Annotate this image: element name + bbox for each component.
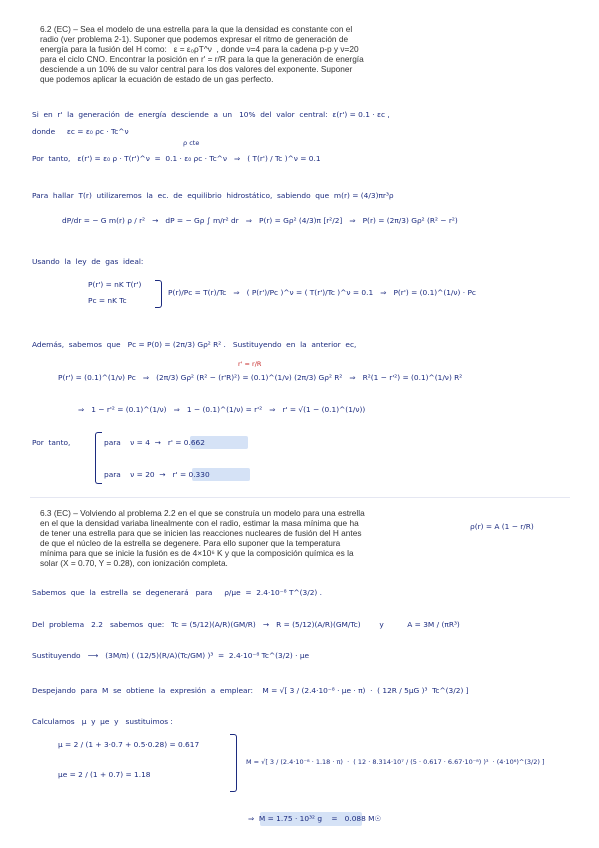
printed-line: de tener una estrella para que se inicien las reacciones nucleares de fusión del H antes (40, 528, 362, 538)
printed-line: que podemos aplicar la ecuación de estado de un gas perfecto. (40, 74, 274, 84)
handwritten-equation: P(r)/Pc = T(r)/Tc ⇒ ( P(r')/Pc )^ν = ( T(r')/Tc )^ν = 0.1 ⇒ P(r') = (0.1)^(1/ν) · Pc (168, 288, 476, 297)
printed-line: 6.3 (EC) – Volviendo al problema 2.2 en el que se construía un modelo para una estrella (40, 508, 365, 518)
printed-line: solar (X = 0.70, Y = 0.28), con ionización completa. (40, 558, 228, 568)
printed-line: mínima para que se inicie la fusión es de 4×10⁶ K y que la composición química es la (40, 548, 354, 558)
handwritten-line: Además, sabemos que Pc = P(0) = (2π/3) Gρ² R² . Sustituyendo en la anterior ec, (32, 340, 357, 349)
handwritten-equation: P(r') = nK T(r') (88, 280, 142, 289)
red-correction-note: r' = r/R (238, 360, 262, 368)
curly-brace (230, 734, 237, 792)
handwritten-line: Por tanto, (32, 438, 71, 447)
annotation-note: ρ cte (183, 139, 200, 147)
result-line: para ν = 4 → r' = 0.662 (104, 438, 205, 447)
handwritten-equation: Pc = nK Tc (88, 296, 127, 305)
handwritten-equation: μ = 2 / (1 + 3·0.7 + 0.5·0.28) = 0.617 (58, 740, 200, 749)
side-note: ρ(r) = A (1 − r/R) (470, 522, 534, 531)
printed-line: 6.2 (EC) – Sea el modelo de una estrella para la que la densidad es constante con el (40, 24, 353, 34)
handwritten-line: Sabemos que la estrella se degenerará para ρ/μe = 2.4·10⁻⁸ T^(3/2) . (32, 588, 323, 597)
handwritten-line: Sustituyendo ⟶ (3M/π) ( (12/5)(R/A)(Tc/GM) )³ = 2.4·10⁻⁸ Tc^(3/2) · μe (32, 651, 310, 660)
handwritten-line: Calculamos μ y μe y sustituimos : (32, 717, 173, 726)
handwritten-line: Usando la ley de gas ideal: (32, 257, 144, 266)
printed-line: en el que la densidad variaba linealmente con el radio, estimar la masa mínima que ha (40, 518, 359, 528)
handwritten-equation: μe = 2 / (1 + 0.7) = 1.18 (58, 770, 151, 779)
printed-line: energía para la fusión del H como: ε = ε₀ρT^ν , donde ν=4 para la cadena p-p y ν=20 (40, 44, 359, 54)
handwritten-line: Despejando para M se obtiene la expresión a emplear: M = √[ 3 / (2.4·10⁻⁸ · μe · π) · ( 12R / 5μG )³ Tc^(3/2) ] (32, 686, 469, 695)
handwritten-line: Por tanto, ε(r') = ε₀ ρ · T(r')^ν = 0.1 · ε₀ ρc · Tc^ν ⇒ ( T(r') / Tc )^ν = 0.1 (32, 154, 321, 163)
final-result: ⇒ M = 1.75 · 10³² g = 0.088 M☉ (248, 814, 382, 823)
section-divider (30, 497, 570, 498)
handwritten-equation: ⇒ 1 − r'² = (0.1)^(1/ν) ⇒ 1 − (0.1)^(1/ν) = r'² ⇒ r' = √(1 − (0.1)^(1/ν)) (78, 405, 366, 414)
result-line: para ν = 20 → r' = 0.330 (104, 470, 210, 479)
printed-line: para el ciclo CNO. Encontrar la posición en r' = r/R para la que la generación de energía (40, 54, 364, 64)
curly-brace (95, 432, 102, 484)
handwritten-line: Para hallar T(r) utilizaremos la ec. de equilibrio hidrostático, sabiendo que m(r) = (4/3)πr³ρ (32, 191, 394, 200)
handwritten-line: Del problema 2.2 sabemos que: Tc = (5/12)(A/R)(GM/R) → R = (5/12)(A/R)(GM/Tc) y A = 3M / (πR³) (32, 620, 460, 629)
curly-brace (155, 280, 162, 308)
handwritten-equation: dP/dr = − G m(r) ρ / r² → dP = − Gρ ∫ m/r² dr ⇒ P(r) = Gρ² (4/3)π [r²/2] ⇒ P(r) = (2π/3) Gρ² (R² − r²) (62, 216, 458, 225)
printed-line: radio (ver problema 2-1). Suponer que podemos expresar el ritmo de generación de (40, 34, 349, 44)
handwritten-line: donde εc = ε₀ ρc · Tc^ν (32, 127, 129, 136)
handwritten-line: Si en r' la generación de energía desciende a un 10% del valor central: ε(r') = 0.1 · εc , (32, 110, 390, 119)
printed-line: de que el núcleo de la estrella se degenere. Para ello suponer que la temperatura (40, 538, 341, 548)
handwritten-equation: P(r') = (0.1)^(1/ν) Pc ⇒ (2π/3) Gρ² (R² − (r'R)²) = (0.1)^(1/ν) (2π/3) Gρ² R² ⇒ R²(1 − r'²) = (0.1)^(1/ν) R² (58, 373, 463, 382)
printed-line: desciende a un 10% de su valor central para los dos valores del exponente. Suponer (40, 64, 353, 74)
handwritten-equation: M = √[ 3 / (2.4·10⁻⁸ · 1.18 · π) · ( 12 · 8.314·10⁷ / (5 · 0.617 · 6.67·10⁻⁸) )³ · (4·10⁶)^(3/2) ] (246, 758, 545, 766)
